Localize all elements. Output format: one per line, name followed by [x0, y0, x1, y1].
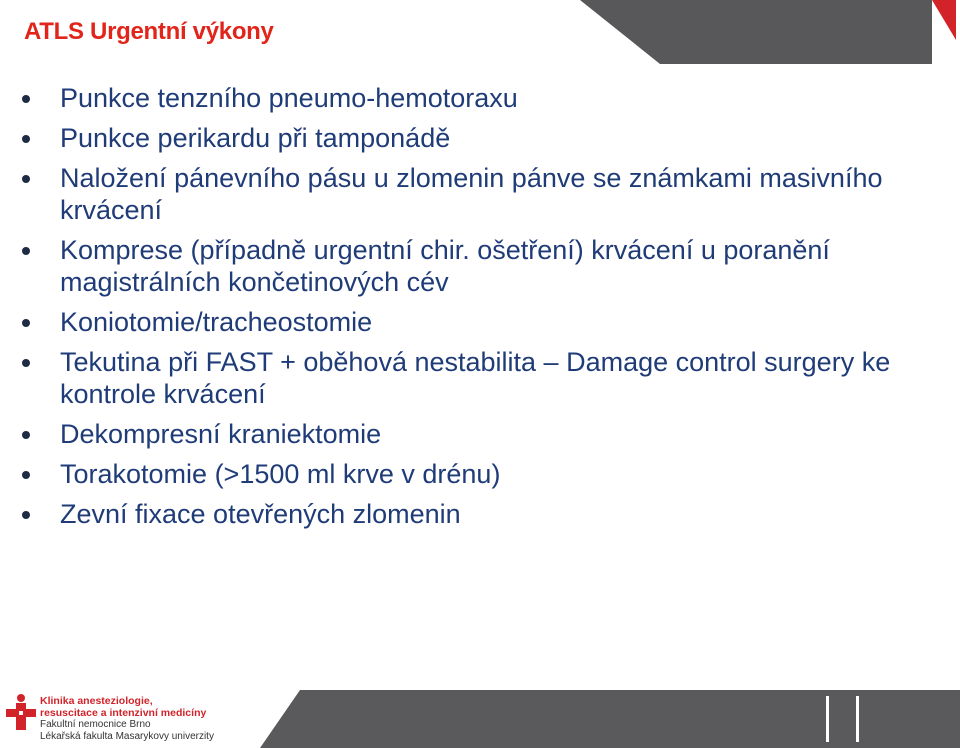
footer [0, 686, 960, 748]
bullet-text: Zevní fixace otevřených zlomenin [60, 499, 461, 529]
bullet-item [22, 122, 922, 154]
bullet-item [22, 418, 922, 450]
bullet-item [22, 346, 922, 410]
bullet-dot [22, 175, 30, 183]
bullet-dot [22, 135, 30, 143]
bullet-item [22, 306, 922, 338]
red-cross-figure-icon [4, 692, 38, 732]
bullet-list [22, 82, 922, 538]
bullet-dot [22, 247, 30, 255]
bullet-dot [22, 431, 30, 439]
bullet-text: Komprese (případně urgentní chir. ošetření) krvácení u poranění magistrálních končetinových cév [60, 235, 830, 297]
bullet-dot [22, 319, 30, 327]
logo-line-1: Klinika anesteziologie, [40, 695, 153, 707]
slide-title: ATLS Urgentní výkony [24, 18, 274, 45]
bullet-dot [22, 359, 30, 367]
bullet-item [22, 162, 922, 226]
bullet-text: Dekompresní kraniektomie [60, 419, 382, 449]
bullet-item [22, 458, 922, 490]
bullet-item [22, 498, 922, 530]
bullet-dot [22, 471, 30, 479]
bullet-dot [22, 95, 30, 103]
logo-line-4: Lékařská fakulta Masarykovy univerzity [40, 730, 214, 742]
bullet-item [22, 234, 922, 298]
bullet-text: Punkce tenzního pneumo-hemotoraxu [60, 83, 518, 113]
bullet-text: Tekutina při FAST + oběhová nestabilita – Damage control surgery ke kontrole krvácení [60, 347, 891, 409]
bullet-text: Torakotomie (>1500 ml krve v drénu) [60, 459, 501, 489]
bullet-text: Punkce perikardu při tamponádě [60, 123, 451, 153]
bullet-dot [22, 511, 30, 519]
footer-decoration [260, 686, 960, 748]
bullet-item [22, 82, 922, 114]
logo-line-2: resuscitace a intenzivní medicíny [40, 706, 207, 719]
bullet-text: Naložení pánevního pásu u zlomenin pánve se známkami masivního krvácení [60, 163, 883, 225]
logo-line-3: Fakultní nemocnice Brno [40, 719, 151, 730]
bullet-text: Koniotomie/tracheostomie [60, 307, 373, 337]
logo-text [40, 696, 214, 742]
